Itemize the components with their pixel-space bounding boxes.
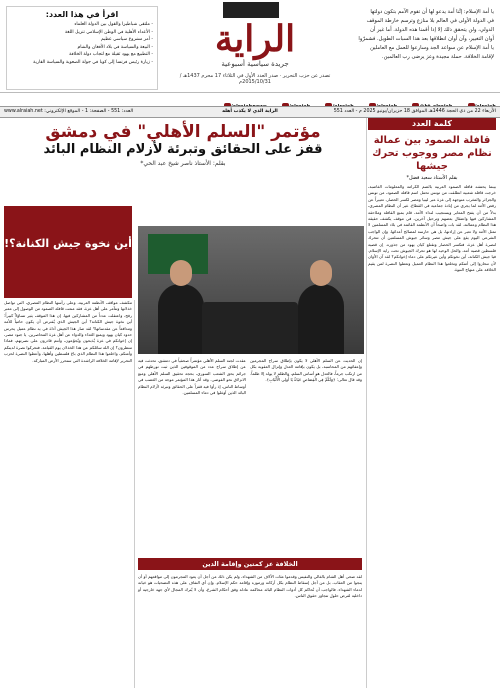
logo-title: الراية [214,18,296,60]
microphones [202,302,298,354]
feature-box-title: أين نخوة جيش الكنانة؟! [4,237,132,250]
intro-line: يا أمة الإسلام: إنَّنا أمة يدعو لها أن تقوم الآمم بتكون دولتها [370,9,494,15]
toc-item[interactable]: - الأعداء الأهلية في الوطن الإسلامي تنزيل اللغة [64,29,153,35]
press-conference-photo [138,226,364,354]
article-column-2: إن الحديث عن السلم الأهلي لا يكون بإطلاق سراح المجرمين وإعفائهم من المحاسبة، بل يكون بإقامة العدل وإنزال العقوبة بكل من ارتكب جرماً، فالعدل هو أساس السلم، والظلم لا يولد إلا ظلماً. وقد قال تعالى: ﴿وَلَكُمْ فِي الْقِصَاصِ حَيَاةٌ يَا أُولِي الْأَلْبَابِ﴾. [250,358,362,383]
left-column-body: تتكشف مواقف الأنظمة العربية، وعلى رأسها النظام المصري، التي تواصل خذلانها وتتآمر على أهل غزة، فقد منعت قافلة الصمود من الوصول إلى معبر رفح، واعتقلت عدداً من المشاركين فيها. إن هذا الموقف يثير تساؤلاً كبيراً: أين نخوة جيش الكنانة؟ أين الجيش الذي يُفترض أن يكون حامياً للأمة ومدافعاً عن مقدساتها؟ لقد صار هذا الجيش أداة في يد نظام عميل يحرس حدود كيان يهود ويمنع الغذاء والدواء عن أهل غزة المحاصرين. يا جنود مصر، إن إخوانكم في غزة يُذبحون ويُجوّعون، وأنتم قادرون على نصرتهم، فماذا تنتظرون؟ إن الله سائلكم عن هذا الخذلان يوم القيامة. فتحركوا نصرة لدينكم وأمتكم، واخلعوا هذا النظام الذي باع فلسطين وأهلها، وأعطوا النصرة لحزب التحرير لإقامة الخلافة الراشدة التي ستحرر الأرض المباركة. [3,300,132,363]
main-author: بقلم: الأستاذ ناصر شيخ عبد الحي* [140,160,226,167]
intro-line: يا أمة الإسلام عن سواعد الجد وسارعوا للعمل مع العاملين [370,45,494,51]
intro-line: في الدولة الأولى في العالم بلا منازع وترسم خارطة الموقف [366,18,494,24]
column-divider [366,118,367,688]
table-of-contents [6,6,158,90]
publisher-line: تصدر عن حزب التحرير · صدر العدد الأول في الثلاثاء 17 محرم 1437هـ / 2015/10/31م [179,73,331,85]
slogan: الراية الذي لا يكذب أهله [222,109,278,114]
issue-date: الأربعاء 22 من ذي الحجة 1446هـ الموافق 18 حزيران/يونيو 2025 م - العدد 551 [333,109,496,114]
speaker-right-head [310,260,332,286]
main-subheadline: قفز على الحقائق وتبرئة لأزلام النظام البائد [43,142,323,157]
editorial-headline[interactable]: قافلة الصمود بين عمالة نظام مصر ووجوب تحرك جيشها [372,135,492,172]
social-links-bar [0,92,500,107]
toc-title: اقرأ في هذا العدد: [45,10,119,19]
feature-box[interactable] [4,206,132,298]
issue-number-website: العدد: 551 - الصفحة: 1 - الموقع الإلكتروني: www.alraiah.net [4,109,134,114]
toc-item[interactable]: - أمر مشروع سياسي عظيم [100,37,153,43]
speaker-left-head [170,260,192,286]
main-headline[interactable]: مؤتمر "السلم الأهلي" في دمشق [45,122,321,142]
editorial-column [368,118,496,688]
section-banner: الخلافة عز كمتين وإقامة الدين [138,558,362,570]
section-label: كلمة العدد [368,118,496,130]
intro-line: أوان التغيير، وآن أوان انطلاقها بعد هذا السبات الطويل. فشمرّوا [358,36,494,42]
toc-item[interactable]: - البيعة والسياسة في بلاد الأفغان والشام [77,44,153,50]
speaker-left [158,284,204,354]
issue-info-bar [0,106,500,118]
masthead [0,0,500,92]
toc-item[interactable]: - زيارة رئيس فرنسا إلى كوبا في جولة الصعوبة والسياسة القارية [33,59,153,65]
intro-text [344,8,494,86]
logo [170,4,340,88]
toc-item[interactable]: - التطبيع مع يهود ثقيلة مع لتجاب دولة الخلافة [69,52,153,58]
editorial-body: بينما يحتشد قافلة الصمود العربية بالضم الكرامة والمعلومات الغاضبة، خرجت قافلة شعبية انطلقت من تونس تحمل اسم قافلة الصمود، من تونس والجزائر والمغرب متوجهة إلى غزة عبر ليبيا ومصر لكسر الحصار، تعبيراً عن رفض الأمة لما يجري من إبادة جماعية في القطاع. غير أن النظام المصري، بدلاً من أن يفتح المعابر ويستجيب لنداء الأمة، قام بمنع القافلة وملاحقة المشاركين فيها واعتقال بعضهم وترحيل آخرين، في موقف يكشف حقيقة هذا النظام وعمالته. لقد بات واضحاً أن الأنظمة القائمة في بلاد المسلمين لا تمثل الأمة ولا تعبر عن إرادتها، بل هي حارسة لمصالح أعدائها. وإن الواجب الشرعي اليوم يقع على جيش مصر وسائر جيوش المسلمين أن تتحرك لنصرة أهل غزة، فتكسر الحصار وتقتلع كيان يهود من جذوره. إن قضية فلسطين قضية أمة، والحل الوحيد لها هو تحرك الجيوش تحت راية الإسلام. فيا جيش الكنانة، أين نخوتكم وأين غيرتكم على دماء إخوانكم؟ لقد آن الأوان لأن تنحازوا إلى أمتكم وتخلعوا هذا النظام العميل وتعطوا النصرة لمن يقيم الخلافة على منهاج النبوة. [368,184,496,273]
article-bottom-body: لقد ضحى أهل الشام بالغالي والنفيس وقدموا مئات الآلاف من الشهداء، ولم يكن ذلك من أجل أن يعود المجرمون إلى مواقعهم أو أن ينجوا من العقاب، بل من أجل إسقاط النظام بكل أركانه ورموزه وإقامة حكم الإسلام. وإن أي التفاف على هذه التضحيات هو خيانة لدماء الشهداء. فالواجب أن تُحاكم كل أدوات النظام البائد محاكمة عادلة وفق أحكام الشرع، وأن لا يُترك المجال لأي جهة خارجية أو داخلية لفرض حلول تتجاوز حقوق الناس. [138,574,362,599]
logo-subtitle: جريدة سياسية أسبوعية [221,60,289,68]
speaker-right [298,284,344,354]
main-article-header [4,118,362,167]
column-divider [134,300,135,688]
article-column-1: عقدت لجنة السلم الأهلي مؤتمراً صحفياً في دمشق، تحدثت فيه عن إطلاق سراح عدد من الموقوفين الذين ثبت تورطهم في جرائم بحق الشعب السوري، بحجة تحقيق السلم الأهلي ومنع الانزلاق نحو الفوضى. وقد أثار هذا المؤتمر موجة من الغضب في أوساط الناس، إذ رأوا فيه قفزاً على الحقائق وتبرئة لأزلام النظام البائد الذين أوغلوا في دماء المسلمين. [138,358,246,396]
intro-line: الدولي، ولن يتحقق ذلك إلا إذا أقمنا هذه الدولة. أما غير أن [370,27,494,33]
toc-item[interactable]: - ملتقى شباطيزا والقول بين الدولة العلماء [74,22,153,27]
editorial-author: بقلم الأستاذ سعيد فضل* [406,175,458,181]
intro-line: لإقامة الخلافة. حملة مجيدة وعز يرضى رب العالمين. [381,54,494,60]
